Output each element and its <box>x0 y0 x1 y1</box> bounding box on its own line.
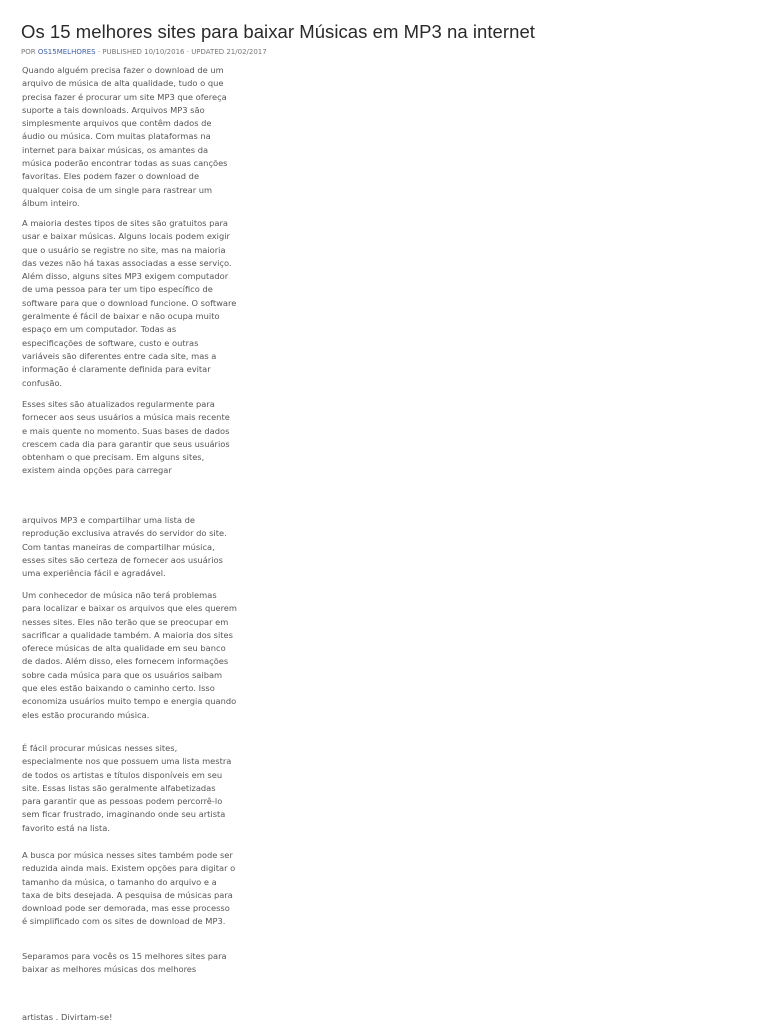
author-link[interactable]: OS15MELHORES <box>37 48 96 56</box>
article-paragraph: É fácil procurar músicas nesses sites, especialmente nos que possuem uma lista mestra de todos os artistas e títulos disponíveis em seu site. Essas listas são geralmente alfabetizadas para garantir que as pessoas podem percorrê-lo sem ficar frustrado, imaginando onde seu artista favorito está na lista. <box>22 743 232 833</box>
article-paragraph: arquivos MP3 e compartilhar uma lista de reprodução exclusiva através do servidor do site. Com tantas maneiras de compartilhar música, esses sites são certeza de fornecer aos usuários uma experiência fácil e agradável. <box>22 515 227 579</box>
article-paragraph: Quando alguém precisa fazer o download de um arquivo de música de alta qualidade, tudo o que precisa fazer é procurar um site MP3 que ofereça suporte a tais downloads. Arquivos MP3 são simplesmente arquivos que contêm dados de áudio ou música. Com muitas plataformas na internet para baixar músicas, os amantes da música poderão encontrar todas as suas canções favoritas. Eles podem fazer o download de qualquer coisa de um single para rastrear um álbum inteiro. <box>22 65 228 208</box>
by-label: POR <box>21 48 36 56</box>
article-paragraph: Separamos para vocês os 15 melhores sites para baixar as melhores músicas dos melhores <box>22 951 227 975</box>
article-paragraph: artistas . Divirtam-se! <box>22 1012 113 1022</box>
article-paragraph: A busca por música nesses sites também pode ser reduzida ainda mais. Existem opções para digitar o tamanho da música, o tamanho do arquivo e a taxa de bits desejada. A pesquisa de músicas para download pode ser demorada, mas esse processo é simplificado com os sites de download de MP3. <box>22 850 236 927</box>
meta-separator: · <box>97 48 101 56</box>
article-title: Os 15 melhores sites para baixar Músicas em MP3 na internet <box>21 21 535 42</box>
published-date: PUBLISHED 10/10/2016 <box>102 48 185 56</box>
article-meta <box>21 48 267 56</box>
article-paragraph: A maioria destes tipos de sites são gratuitos para usar e baixar músicas. Alguns locais podem exigir que o usuário se registre no site, mas na maioria das vezes não há taxas associadas a esse serviço. Além disso, alguns sites MP3 exigem computador de uma pessoa para ter um tipo específico de software para que o download funcione. O software geralmente é fácil de baixar e não ocupa muito espaço em um computador. Todas as especificações de software, custo e outras variáveis são diferentes entre cada site, mas a informação é claramente definida para evitar confusão. <box>22 218 237 388</box>
meta-separator: · <box>186 48 189 56</box>
updated-date: UPDATED 21/02/2017 <box>191 48 267 56</box>
article-paragraph: Um conhecedor de música não terá problemas para localizar e baixar os arquivos que eles querem nesses sites. Eles não terão que se preocupar em sacrificar a qualidade também. A maioria dos sites oferece músicas de alta qualidade em seu banco de dados. Além disso, eles fornecem informações sobre cada música para que os usuários saibam que eles estão baixando o caminho certo. Isso economiza usuários muito tempo e energia quando eles estão procurando música. <box>22 590 237 720</box>
article-paragraph: Esses sites são atualizados regularmente para fornecer aos seus usuários a música mais recente e mais quente no momento. Suas bases de dados crescem cada dia para garantir que seus usuários obtenham o que precisam. Em alguns sites, existem ainda opções para carregar <box>22 399 230 476</box>
